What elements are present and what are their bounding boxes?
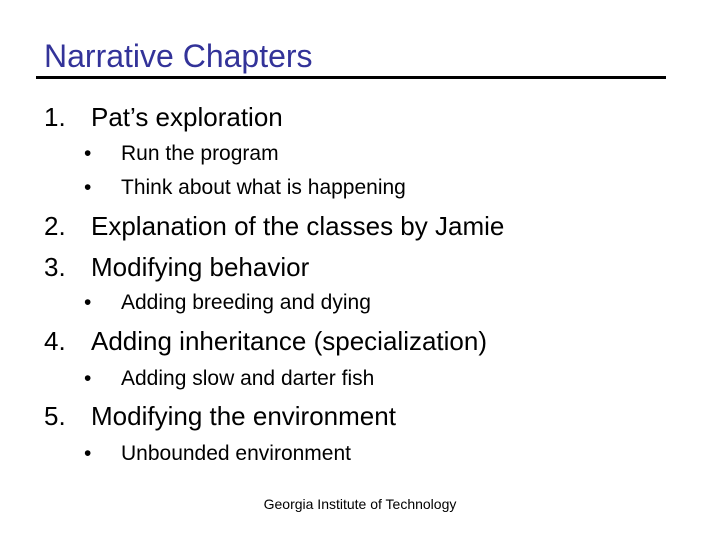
title-divider bbox=[36, 76, 666, 79]
subitem-text: Run the program bbox=[121, 142, 279, 165]
list-item-5-text: Modifying the environment bbox=[91, 401, 396, 431]
subitem-text: Think about what is happening bbox=[121, 176, 406, 199]
subitem-text: Unbounded environment bbox=[121, 442, 351, 465]
list-item-2-text: Explanation of the classes by Jamie bbox=[91, 211, 505, 241]
list-item-4-number: 4. bbox=[44, 326, 66, 356]
slide-footer: Georgia Institute of Technology bbox=[263, 496, 457, 512]
bullet-icon: • bbox=[84, 142, 92, 165]
subitem-text: Adding breeding and dying bbox=[121, 291, 371, 314]
bullet-icon: • bbox=[84, 442, 92, 465]
list-item-5-number: 5. bbox=[44, 401, 66, 431]
list-item-3-number: 3. bbox=[44, 252, 66, 282]
list-item-3-text: Modifying behavior bbox=[91, 252, 310, 282]
slide-title: Narrative Chapters bbox=[44, 38, 313, 74]
bullet-icon: • bbox=[84, 367, 92, 390]
bullet-icon: • bbox=[84, 291, 92, 314]
list-item-1-number: 1. bbox=[44, 102, 66, 132]
list-item-1-text: Pat’s exploration bbox=[91, 102, 283, 132]
subitem-text: Adding slow and darter fish bbox=[121, 367, 375, 390]
bullet-icon: • bbox=[84, 176, 92, 199]
list-item-2-number: 2. bbox=[44, 211, 66, 241]
list-item-4-text: Adding inheritance (specialization) bbox=[91, 326, 488, 356]
